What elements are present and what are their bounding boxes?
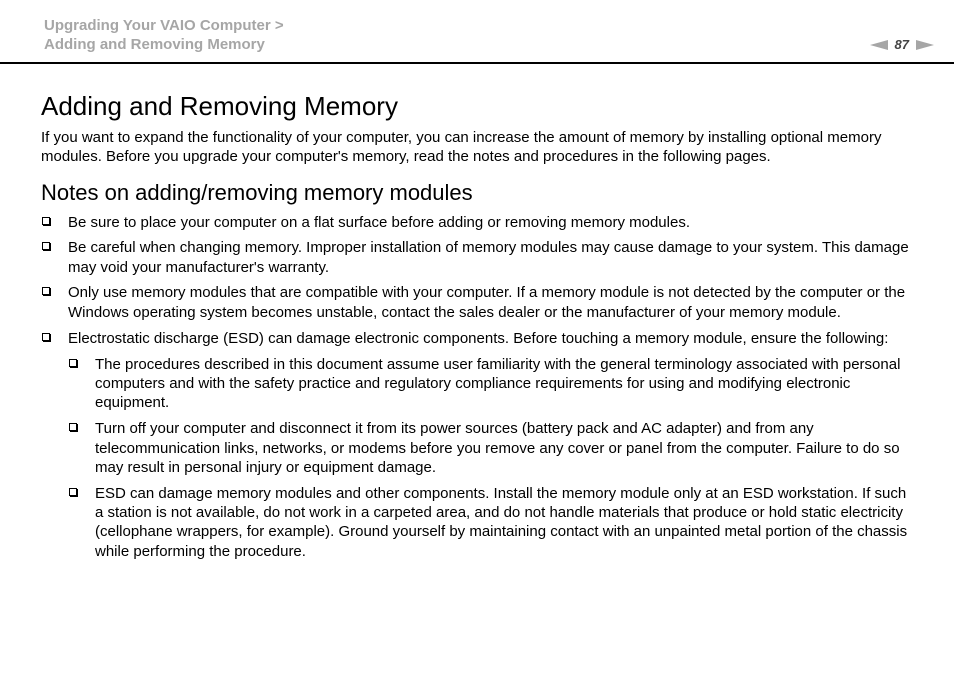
esd-notes-list	[68, 355, 913, 561]
previous-page-icon[interactable]	[870, 40, 888, 50]
list-item	[41, 283, 913, 322]
list-item	[41, 238, 913, 277]
list-item	[41, 329, 913, 561]
list-item	[68, 484, 913, 561]
page-navigator	[870, 37, 934, 52]
next-page-icon[interactable]	[916, 40, 934, 50]
intro-paragraph: If you want to expand the functionality of your computer, you can increase the amount of memory by installing optional memory modules. Before you upgrade your computer's memory, read the notes and procedures in the following pages.	[41, 129, 882, 166]
list-item	[68, 419, 913, 477]
checkbox-bullet-icon	[69, 423, 77, 431]
list-item-text: Only use memory modules that are compatible with your computer. If a memory module is not detected by the computer or the Windows operating system becomes unstable, contact the sales dealer or the manufacturer of your memory module.	[68, 284, 906, 321]
list-item	[41, 213, 913, 232]
page-number: 87	[894, 37, 909, 52]
notes-list	[41, 213, 913, 561]
list-item-text: Be sure to place your computer on a flat surface before adding or removing memory modules.	[68, 213, 690, 231]
list-item-text: Electrostatic discharge (ESD) can damage electronic components. Before touching a memory module, ensure the following:	[68, 329, 889, 347]
checkbox-bullet-icon	[69, 488, 77, 496]
checkbox-bullet-icon	[42, 287, 50, 295]
checkbox-bullet-icon	[42, 333, 50, 341]
page-content	[41, 90, 913, 567]
checkbox-bullet-icon	[42, 217, 50, 225]
list-item	[68, 355, 913, 413]
checkbox-bullet-icon	[69, 359, 77, 367]
breadcrumb-chapter[interactable]: Upgrading Your VAIO Computer >	[44, 17, 284, 34]
list-item-text: Be careful when changing memory. Improper installation of memory modules may cause damage to your system. This damage may void your manufacturer's warranty.	[68, 239, 909, 276]
header-divider	[0, 62, 954, 64]
list-item-text: ESD can damage memory modules and other components. Install the memory module only at an ESD workstation. If such a station is not available, do not work in a carpeted area, and do not handle materials that produce or hold static electricity (cellophane wrappers, for example). Ground yourself by maintaining contact with an unpainted metal portion of the chassis while performing the procedure.	[95, 484, 908, 560]
page-title: Adding and Removing Memory	[41, 91, 398, 121]
section-title: Notes on adding/removing memory modules	[41, 179, 473, 205]
list-item-text: Turn off your computer and disconnect it from its power sources (battery pack and AC adapter) and from any telecommunication links, networks, or modems before you remove any cover or panel from the computer. Failure to do so may result in personal injury or equipment damage.	[95, 420, 900, 476]
checkbox-bullet-icon	[42, 242, 50, 250]
breadcrumb-section[interactable]: Adding and Removing Memory	[44, 36, 265, 53]
list-item-text: The procedures described in this document assume user familiarity with the general terminology associated with personal computers and with the safety practice and regulatory compliance requirements for using and modifying electronic equipment.	[95, 355, 901, 412]
breadcrumb	[44, 16, 284, 54]
